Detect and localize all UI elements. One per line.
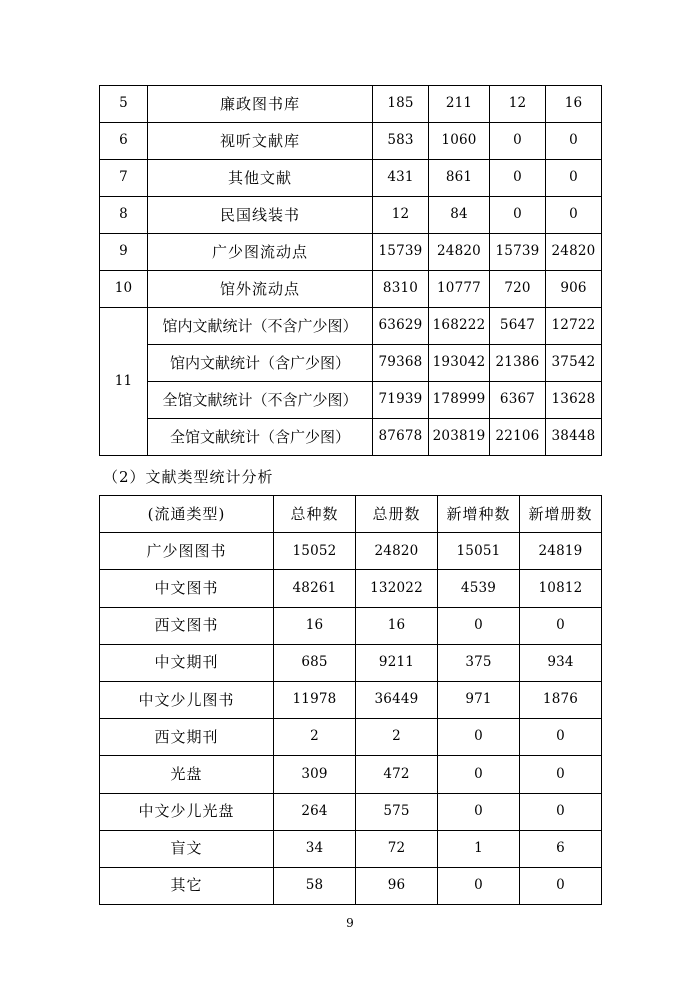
stat-value: 0	[520, 719, 602, 756]
row-number: 9	[100, 234, 148, 271]
column-header: 总册数	[356, 496, 438, 533]
row-number: 5	[100, 86, 148, 123]
document-type: 中文图书	[100, 570, 274, 607]
collection-stats-table	[99, 85, 602, 456]
column-header: 总种数	[274, 496, 356, 533]
stat-value: 1	[438, 830, 520, 867]
stat-value: 12	[490, 86, 546, 123]
stat-value: 168222	[429, 308, 490, 345]
stat-value: 79368	[373, 345, 429, 382]
stat-value: 58	[274, 867, 356, 904]
stat-value: 87678	[373, 419, 429, 456]
stat-value: 583	[373, 123, 429, 160]
stat-value: 193042	[429, 345, 490, 382]
document-type: 其它	[100, 867, 274, 904]
table-row	[100, 793, 602, 830]
stat-value: 11978	[274, 681, 356, 718]
stat-value: 15052	[274, 533, 356, 570]
stat-value: 211	[429, 86, 490, 123]
stat-value: 0	[520, 867, 602, 904]
document-type: 中文少儿图书	[100, 681, 274, 718]
row-number: 11	[100, 308, 148, 456]
page-number: 9	[346, 916, 354, 930]
stat-value: 6	[520, 830, 602, 867]
collection-name: 其他文献	[148, 160, 373, 197]
document-type: 盲文	[100, 830, 274, 867]
collection-name: 馆内文献统计（含广少图）	[148, 345, 373, 382]
stat-value: 472	[356, 756, 438, 793]
stat-value: 0	[546, 123, 602, 160]
stat-value: 185	[373, 86, 429, 123]
stat-value: 0	[438, 793, 520, 830]
document-type: 广少图图书	[100, 533, 274, 570]
section-caption: （2）文献类型统计分析	[103, 468, 274, 486]
stat-value: 1876	[520, 681, 602, 718]
table-row	[100, 681, 602, 718]
stat-value: 15739	[490, 234, 546, 271]
stat-value: 12	[373, 197, 429, 234]
stat-value: 15739	[373, 234, 429, 271]
table-row	[100, 830, 602, 867]
stat-value: 8310	[373, 271, 429, 308]
stat-value: 37542	[546, 345, 602, 382]
row-number: 10	[100, 271, 148, 308]
stat-value: 84	[429, 197, 490, 234]
stat-value: 34	[274, 830, 356, 867]
column-header: 新增种数	[438, 496, 520, 533]
stat-value: 861	[429, 160, 490, 197]
stat-value: 15051	[438, 533, 520, 570]
document-type: 光盘	[100, 756, 274, 793]
stat-value: 0	[438, 867, 520, 904]
stat-value: 309	[274, 756, 356, 793]
row-number: 6	[100, 123, 148, 160]
document-type: 西文期刊	[100, 719, 274, 756]
stat-value: 72	[356, 830, 438, 867]
table-row	[100, 867, 602, 904]
table-header-row	[100, 496, 602, 533]
stat-value: 0	[438, 607, 520, 644]
document-type-stats-table	[99, 495, 602, 905]
collection-name: 广少图流动点	[148, 234, 373, 271]
stat-value: 0	[520, 607, 602, 644]
stat-value: 0	[490, 160, 546, 197]
stat-value: 0	[490, 197, 546, 234]
stat-value: 0	[438, 719, 520, 756]
stat-value: 0	[520, 793, 602, 830]
collection-name: 全馆文献统计（不含广少图）	[148, 382, 373, 419]
table-row	[100, 234, 602, 271]
stat-value: 71939	[373, 382, 429, 419]
table-row	[100, 756, 602, 793]
stat-value: 0	[546, 160, 602, 197]
document-type: 中文期刊	[100, 644, 274, 681]
table-row	[100, 123, 602, 160]
table-row	[100, 271, 602, 308]
stat-value: 16	[356, 607, 438, 644]
row-number: 8	[100, 197, 148, 234]
column-header: 新增册数	[520, 496, 602, 533]
stat-value: 203819	[429, 419, 490, 456]
stat-value: 0	[438, 756, 520, 793]
column-header: (流通类型)	[100, 496, 274, 533]
table-row	[100, 419, 602, 456]
stat-value: 16	[274, 607, 356, 644]
stat-value: 48261	[274, 570, 356, 607]
table-row	[100, 86, 602, 123]
stat-value: 10777	[429, 271, 490, 308]
collection-name: 馆内文献统计（不含广少图）	[148, 308, 373, 345]
table-row	[100, 197, 602, 234]
stat-value: 0	[490, 123, 546, 160]
document-type: 中文少儿光盘	[100, 793, 274, 830]
row-number: 7	[100, 160, 148, 197]
stat-value: 0	[520, 756, 602, 793]
stat-value: 12722	[546, 308, 602, 345]
stat-value: 22106	[490, 419, 546, 456]
stat-value: 431	[373, 160, 429, 197]
table-row	[100, 533, 602, 570]
stat-value: 13628	[546, 382, 602, 419]
stat-value: 5647	[490, 308, 546, 345]
stat-value: 36449	[356, 681, 438, 718]
stat-value: 1060	[429, 123, 490, 160]
stat-value: 24820	[546, 234, 602, 271]
table-row	[100, 719, 602, 756]
stat-value: 375	[438, 644, 520, 681]
stat-value: 906	[546, 271, 602, 308]
stat-value: 2	[356, 719, 438, 756]
collection-name: 民国线装书	[148, 197, 373, 234]
collection-name: 廉政图书库	[148, 86, 373, 123]
stat-value: 24819	[520, 533, 602, 570]
stat-value: 178999	[429, 382, 490, 419]
stat-value: 720	[490, 271, 546, 308]
stat-value: 21386	[490, 345, 546, 382]
stat-value: 934	[520, 644, 602, 681]
stat-value: 24820	[356, 533, 438, 570]
document-type: 西文图书	[100, 607, 274, 644]
table-row	[100, 160, 602, 197]
table-row	[100, 345, 602, 382]
collection-name: 全馆文献统计（含广少图）	[148, 419, 373, 456]
stat-value: 16	[546, 86, 602, 123]
table-row	[100, 308, 602, 345]
stat-value: 0	[546, 197, 602, 234]
stat-value: 6367	[490, 382, 546, 419]
collection-name: 馆外流动点	[148, 271, 373, 308]
stat-value: 4539	[438, 570, 520, 607]
stat-value: 264	[274, 793, 356, 830]
stat-value: 63629	[373, 308, 429, 345]
table-row	[100, 382, 602, 419]
stat-value: 9211	[356, 644, 438, 681]
stat-value: 132022	[356, 570, 438, 607]
stat-value: 685	[274, 644, 356, 681]
stat-value: 96	[356, 867, 438, 904]
table-row	[100, 570, 602, 607]
table-row	[100, 607, 602, 644]
stat-value: 10812	[520, 570, 602, 607]
stat-value: 2	[274, 719, 356, 756]
stat-value: 24820	[429, 234, 490, 271]
stat-value: 971	[438, 681, 520, 718]
stat-value: 575	[356, 793, 438, 830]
collection-name: 视听文献库	[148, 123, 373, 160]
stat-value: 38448	[546, 419, 602, 456]
table-row	[100, 644, 602, 681]
